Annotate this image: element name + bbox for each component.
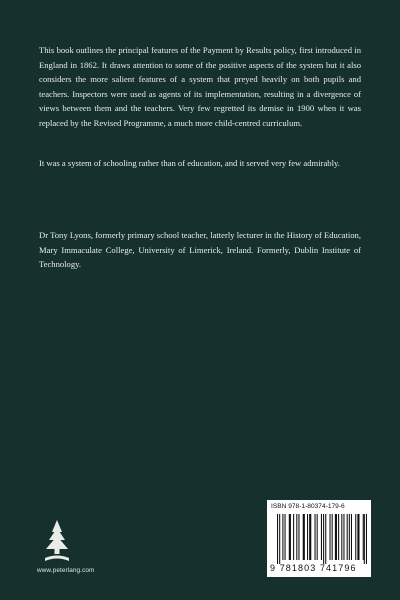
barcode-bar — [357, 514, 359, 560]
barcode-bar — [338, 514, 339, 560]
barcode-digits: 9 781803 741796 — [270, 563, 357, 573]
barcode-bar — [347, 514, 348, 560]
peter-lang-tree-logo-icon — [38, 518, 76, 564]
barcode-bar — [285, 514, 286, 560]
barcode-bars — [277, 514, 367, 564]
barcode-bar — [323, 514, 324, 564]
barcode-bar — [303, 514, 305, 560]
barcode-bar — [279, 514, 280, 564]
barcode-bar — [335, 514, 337, 560]
isbn-label: ISBN 978-1-80374-179-6 — [271, 503, 345, 510]
barcode-bar — [332, 514, 333, 560]
author-bio: Dr Tony Lyons, formerly primary school teacher, latterly lecturer in the History of Education, Mary Immaculate College, University of Limerick, Ireland. Formerly, Dublin Institute of Technology. — [39, 230, 361, 270]
barcode-bar — [343, 514, 344, 560]
barcode-bar — [293, 514, 294, 560]
barcode-bar — [317, 514, 318, 560]
barcode-bar — [296, 514, 297, 560]
barcode-bar — [330, 514, 331, 560]
barcode-bar — [355, 514, 356, 560]
barcode-bar — [298, 514, 299, 560]
summary-statement: It was a system of schooling rather than of education, and it served very few admirably. — [39, 158, 340, 168]
barcode-bar — [315, 514, 316, 560]
barcode-bar — [309, 514, 311, 560]
book-description: This book outlines the principal features of the Payment by Results policy, first introduced in England in 1862. It draws attention to some of the positive aspects of the system but it also considers the more salient features of a system that preyed heavily on both pupils and teachers. Inspectors were used as agents of its implementation, resulting in a divergence of views between them and the teachers. Very few regretted its demise in 1900 when it was replaced by the Revised Programme, a much more child-centred curriculum. — [39, 45, 361, 128]
barcode-bar — [366, 514, 367, 564]
barcode-bar — [321, 514, 322, 560]
barcode-bar — [325, 514, 326, 564]
barcode-bar — [341, 514, 342, 560]
barcode-bar — [351, 514, 352, 560]
barcode-bar — [363, 514, 364, 560]
publisher-url[interactable]: www.peterlang.com — [37, 567, 95, 574]
barcode-bar — [307, 514, 308, 560]
isbn-barcode — [267, 500, 371, 577]
barcode-bar — [277, 514, 278, 564]
barcode-bar — [349, 514, 350, 560]
barcode-bar — [282, 514, 283, 560]
barcode-bar — [289, 514, 291, 560]
barcode-bar — [364, 514, 365, 564]
